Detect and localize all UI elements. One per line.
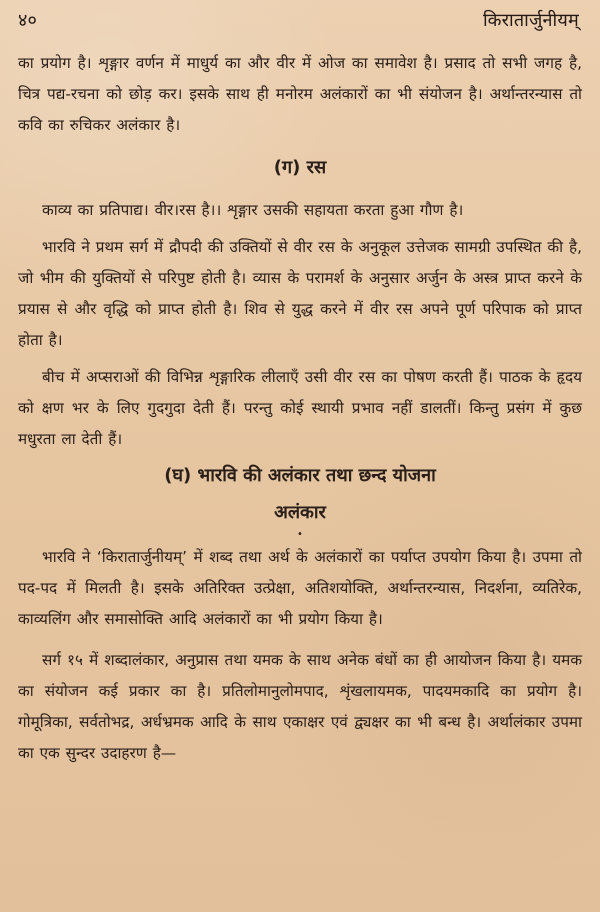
paragraph-shabdalankar: सर्ग १५ में शब्दालंकार, अनुप्रास तथा यमक के साथ अनेक बंधों का ही आयोजन किया है। यमक का संयोजन कई प्रकार का है। प्रतिलोमानुलोमपाद, शृंखलायमक, पादयमकादि का प्रयोग है। गोमूत्रिका, सर्वतोभद्र, अर्धभ्रमक आदि के साथ एकाक्षर एवं द्व्यक्षर का भी बन्ध है। अर्थालंकार उपमा का एक सुन्दर उदाहरण है— xyxy=(18,650,582,762)
paragraph-apsaras: बीच में अप्सराओं की विभिन्न शृङ्गारिक लीलाएँ उसी वीर रस का पोषण करती हैं। पाठक के हृदय को क्षण भर के लिए गुदगुदा देती हैं। परन्तु कोई स्थायी प्रभाव नहीं डालतीं। किन्तु प्रसंग में कुछ मधुरता ला देती हैं। xyxy=(18,367,582,448)
subheading-alankar: अलंकार xyxy=(274,502,326,524)
running-title: किरातार्जुनीयम् xyxy=(482,10,579,31)
decorative-dot: • xyxy=(297,528,303,540)
paragraph-alankar-usage: भारवि ने ‘किरातार्जुनीयम्’ में शब्द तथा अर्थ के अलंकारों का पर्याप्त उपयोग किया है। उपमा तो पद-पद में मिलती है। इसके अतिरिक्त उत्प्रेक्षा, अतिशयोक्ति, अर्थान्तरन्यास, निदर्शना, व्यतिरेक, काव्यलिंग और समासोक्ति आदि अलंकारों का भी प्रयोग किया है। xyxy=(18,547,582,628)
page-content xyxy=(18,48,582,769)
page-number: ४० xyxy=(18,10,38,31)
page-header xyxy=(18,10,582,48)
section-heading-alankar-chhand: (घ) भारवि की अलंकार तथा छन्द योजना xyxy=(164,464,436,486)
spacer xyxy=(18,635,582,645)
paragraph-opening: का प्रयोग है। शृङ्गार वर्णन में माधुर्य का और वीर में ओज का समावेश है। प्रसाद तो सभी जगह है, चित्र पद्य-रचना को छोड़ कर। इसके साथ ही मनोरम अलंकारों का भी संयोजन है। अर्थान्तरन्यास तो कवि का रुचिकर अलंकार है। xyxy=(18,54,582,134)
section-heading-ras: (ग) रस xyxy=(273,157,327,178)
paragraph-bharavi-rasa: भारवि ने प्रथम सर्ग में द्रौपदी की उक्तियों से वीर रस के अनुकूल उत्तेजक सामग्री उपस्थित की है, जो भीम की युक्तियों से परिपुष्ट होती है। व्यास के परामर्श के अनुसार अर्जुन के अस्त्र प्राप्त करने के प्रयास से और वृद्धि को प्राप्त होती है। शिव से युद्ध करने में वीर रस अपने पूर्ण परिपाक को प्राप्त होता है। xyxy=(18,237,582,349)
paragraph-ras-intro: काव्य का प्रतिपाद्य। वीर।रस है।। शृङ्गार उसकी सहायता करता हुआ गौण है। xyxy=(42,200,464,219)
